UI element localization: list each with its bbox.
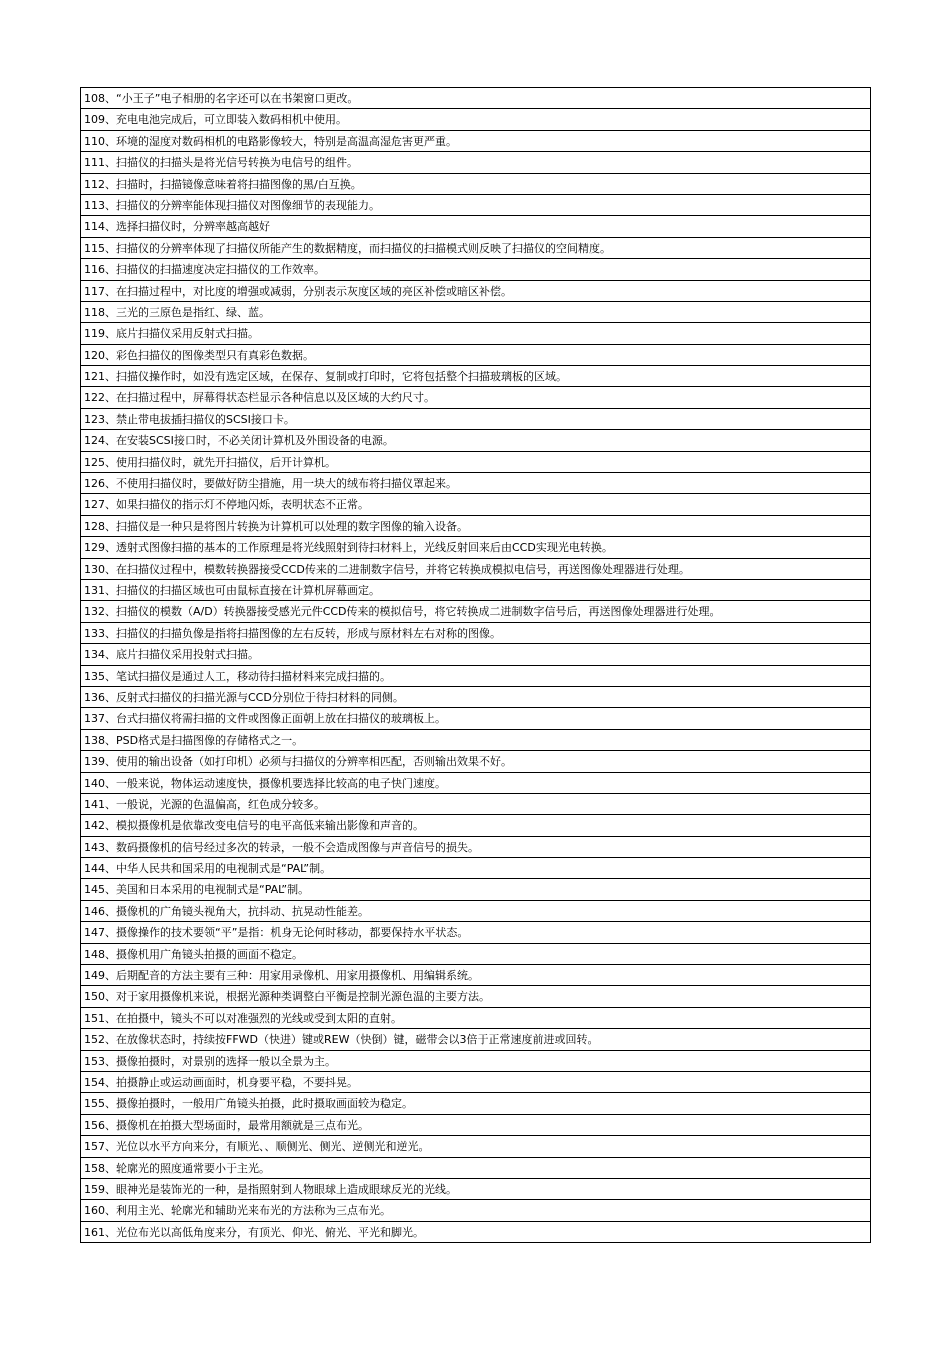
table-row: 111、扫描仪的扫描头是将光信号转换为电信号的组件。 xyxy=(81,152,870,173)
table-row: 127、如果扫描仪的指示灯不停地闪烁，表明状态不正常。 xyxy=(81,494,870,515)
table-row: 160、利用主光、轮廓光和辅助光来布光的方法称为三点布光。 xyxy=(81,1200,870,1221)
table-row: 123、禁止带电拔插扫描仪的SCSI接口卡。 xyxy=(81,409,870,430)
table-row: 126、不使用扫描仪时，要做好防尘措施，用一块大的绒布将扫描仪罩起来。 xyxy=(81,473,870,494)
table-row: 122、在扫描过程中，屏幕得状态栏显示各种信息以及区域的大约尺寸。 xyxy=(81,387,870,408)
table-row: 154、拍摄静止或运动画面时，机身要平稳，不要抖晃。 xyxy=(81,1072,870,1093)
table-row: 135、笔试扫描仪是通过人工，移动待扫描材料来完成扫描的。 xyxy=(81,666,870,687)
table-row: 147、摄像操作的技术要领“平”是指：机身无论何时移动，都要保持水平状态。 xyxy=(81,922,870,943)
table-row: 118、三光的三原色是指红、绿、蓝。 xyxy=(81,302,870,323)
table-row: 110、环境的湿度对数码相机的电路影像较大，特别是高温高湿危害更严重。 xyxy=(81,131,870,152)
table-row: 119、底片扫描仪采用反射式扫描。 xyxy=(81,323,870,344)
table-row: 142、模拟摄像机是依靠改变电信号的电平高低来输出影像和声音的。 xyxy=(81,815,870,836)
table-row: 117、在扫描过程中，对比度的增强或减弱，分别表示灰度区域的亮区补偿或暗区补偿。 xyxy=(81,281,870,302)
table-row: 137、台式扫描仪将需扫描的文件或图像正面朝上放在扫描仪的玻璃板上。 xyxy=(81,708,870,729)
table-row: 159、眼神光是装饰光的一种，是指照射到人物眼球上造成眼球反光的光线。 xyxy=(81,1179,870,1200)
table-row: 151、在拍摄中，镜头不可以对准强烈的光线或受到太阳的直射。 xyxy=(81,1008,870,1029)
table-row: 125、使用扫描仪时，就先开扫描仪，后开计算机。 xyxy=(81,452,870,473)
table-row: 161、光位布光以高低角度来分，有顶光、仰光、俯光、平光和脚光。 xyxy=(81,1222,870,1243)
table-row: 141、一般说，光源的色温偏高，红色成分较多。 xyxy=(81,794,870,815)
table-row: 128、扫描仪是一种只是将图片转换为计算机可以处理的数字图像的输入设备。 xyxy=(81,516,870,537)
table-row: 153、摄像拍摄时，对景别的选择一般以全景为主。 xyxy=(81,1051,870,1072)
table-row: 156、摄像机在拍摄大型场面时，最常用额就是三点布光。 xyxy=(81,1115,870,1136)
table-row: 115、扫描仪的分辨率体现了扫描仪所能产生的数据精度，而扫描仪的扫描模式则反映了扫描仪的空间精度。 xyxy=(81,238,870,259)
table-row: 108、“小王子”电子相册的名字还可以在书架窗口更改。 xyxy=(81,88,870,109)
table-row: 133、扫描仪的扫描负像是指将扫描图像的左右反转，形成与原材料左右对称的图像。 xyxy=(81,623,870,644)
table-row: 139、使用的输出设备（如打印机）必须与扫描仪的分辨率相匹配，否则输出效果不好。 xyxy=(81,751,870,772)
table-row: 131、扫描仪的扫描区域也可由鼠标直接在计算机屏幕画定。 xyxy=(81,580,870,601)
table-row: 116、扫描仪的扫描速度决定扫描仪的工作效率。 xyxy=(81,259,870,280)
table-row: 158、轮廓光的照度通常要小于主光。 xyxy=(81,1158,870,1179)
table-row: 114、选择扫描仪时，分辨率越高越好 xyxy=(81,216,870,237)
table-row: 132、扫描仪的模数（A/D）转换器接受感光元件CCD传来的模拟信号，将它转换成二进制数字信号后，再送图像处理器进行处理。 xyxy=(81,601,870,622)
table-row: 109、充电电池完成后，可立即装入数码相机中使用。 xyxy=(81,109,870,130)
table-row: 129、透射式图像扫描的基本的工作原理是将光线照射到待扫材料上，光线反射回来后由CCD实现光电转换。 xyxy=(81,537,870,558)
table-row: 144、中华人民共和国采用的电视制式是“PAL”制。 xyxy=(81,858,870,879)
table-row: 120、彩色扫描仪的图像类型只有真彩色数据。 xyxy=(81,345,870,366)
table-row: 155、摄像拍摄时，一般用广角镜头拍摄，此时摄取画面较为稳定。 xyxy=(81,1093,870,1114)
table-row: 124、在安装SCSI接口时，不必关闭计算机及外围设备的电源。 xyxy=(81,430,870,451)
table-row: 150、对于家用摄像机来说，根据光源种类调整白平衡是控制光源色温的主要方法。 xyxy=(81,986,870,1007)
table-row: 136、反射式扫描仪的扫描光源与CCD分别位于待扫材料的同侧。 xyxy=(81,687,870,708)
table-row: 145、美国和日本采用的电视制式是“PAL”制。 xyxy=(81,879,870,900)
table-row: 152、在放像状态时，持续按FFWD（快进）键或REW（快倒）键，磁带会以3倍于正常速度前进或回转。 xyxy=(81,1029,870,1050)
table-row: 148、摄像机用广角镜头拍摄的画面不稳定。 xyxy=(81,944,870,965)
table-row: 134、底片扫描仪采用投射式扫描。 xyxy=(81,644,870,665)
table-row: 149、后期配音的方法主要有三种：用家用录像机、用家用摄像机、用编辑系统。 xyxy=(81,965,870,986)
table-row: 146、摄像机的广角镜头视角大，抗抖动、抗晃动性能差。 xyxy=(81,901,870,922)
table-row: 140、一般来说，物体运动速度快，摄像机要选择比较高的电子快门速度。 xyxy=(81,773,870,794)
table-row: 121、扫描仪操作时，如没有选定区域，在保存、复制或打印时，它将包括整个扫描玻璃板的区域。 xyxy=(81,366,870,387)
table-row: 112、扫描时，扫描镜像意味着将扫描图像的黑/白互换。 xyxy=(81,174,870,195)
question-table xyxy=(80,87,871,1243)
table-row: 138、PSD格式是扫描图像的存储格式之一。 xyxy=(81,730,870,751)
table-row: 130、在扫描仪过程中，模数转换器接受CCD传来的二进制数字信号，并将它转换成模拟电信号，再送图像处理器进行处理。 xyxy=(81,559,870,580)
table-row: 143、数码摄像机的信号经过多次的转录，一般不会造成图像与声音信号的损失。 xyxy=(81,837,870,858)
table-row: 113、扫描仪的分辨率能体现扫描仪对图像细节的表现能力。 xyxy=(81,195,870,216)
table-row: 157、光位以水平方向来分，有顺光、、顺侧光、侧光、逆侧光和逆光。 xyxy=(81,1136,870,1157)
